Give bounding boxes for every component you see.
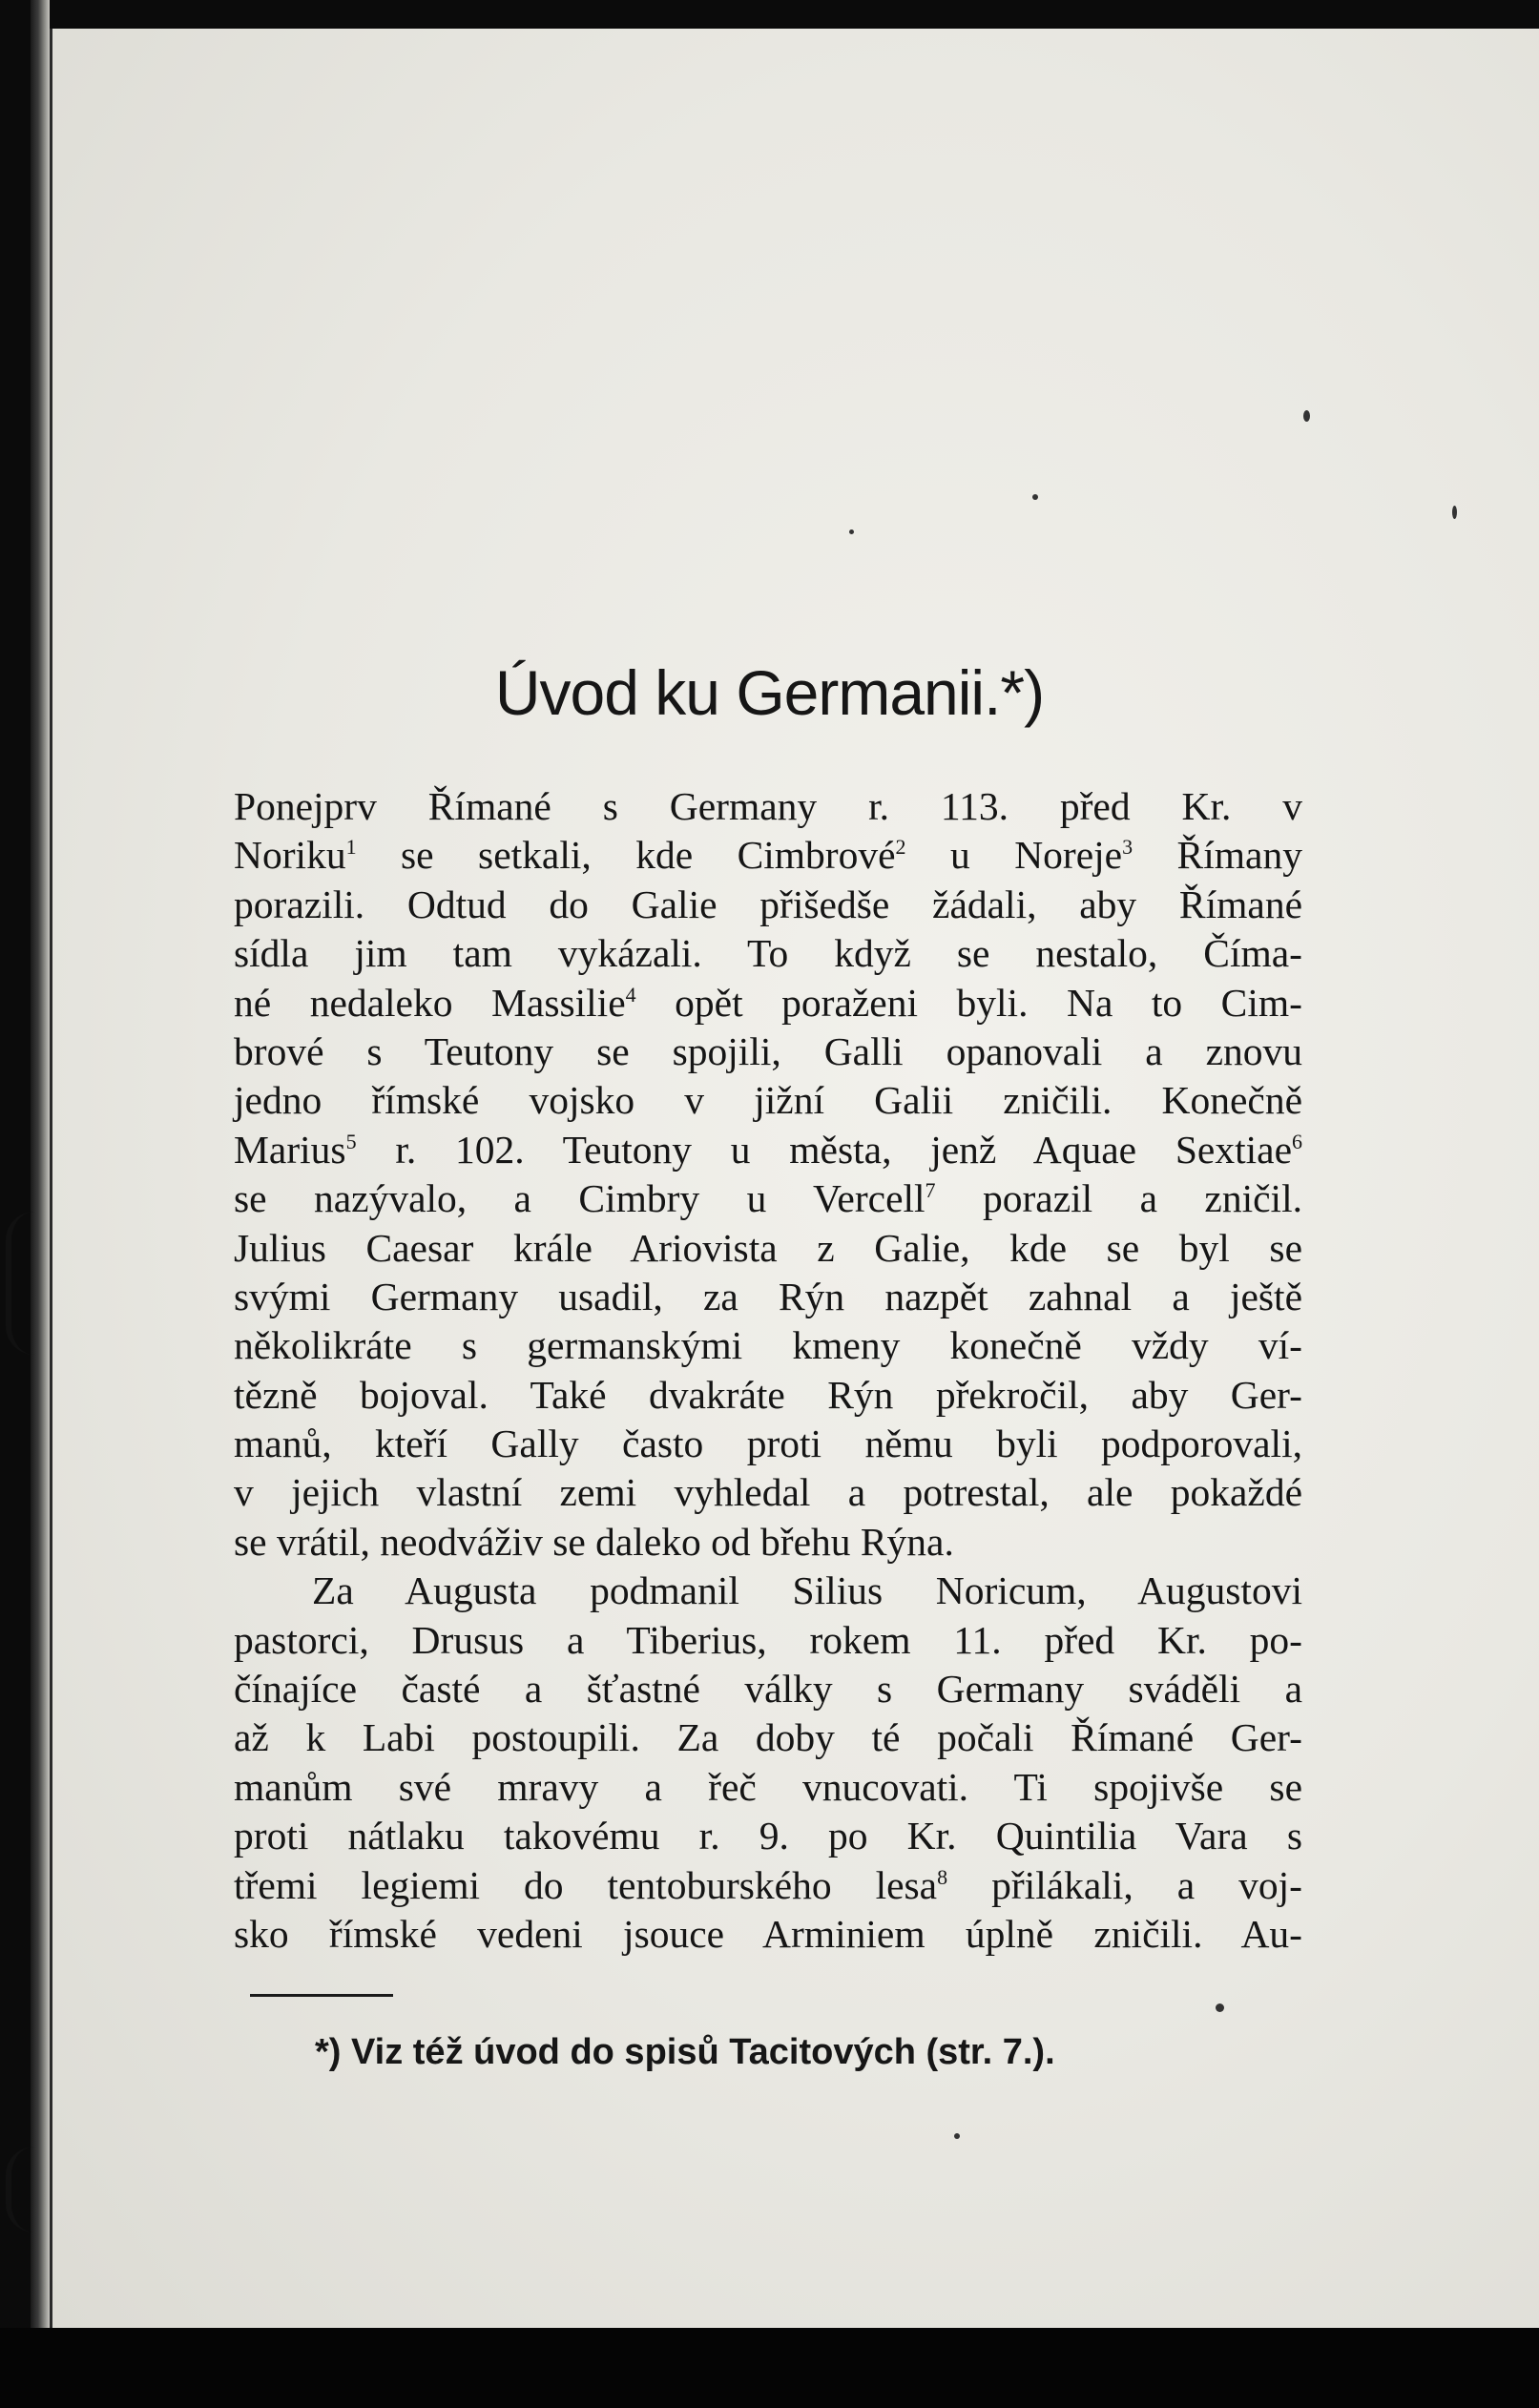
text-line xyxy=(234,1321,1302,1370)
text-run: sko římské vedeni jsouce Arminiem úplně zničili. Au- xyxy=(234,1911,1302,1956)
text-run: přilákali, a voj- xyxy=(947,1862,1302,1907)
text-run: Římany xyxy=(1133,833,1302,878)
text-run: Za Augusta podmanil Silius Noricum, Augustovi xyxy=(312,1568,1302,1613)
text-run: se vrátil, neodváživ se daleko od břehu Rýna. xyxy=(234,1519,954,1564)
text-run: r. 102. Teutony u města, jenž Aquae Sextiae xyxy=(356,1127,1292,1172)
text-run: u Noreje xyxy=(905,833,1123,878)
text-line xyxy=(234,1224,1302,1273)
text-line xyxy=(234,1861,1302,1910)
text-line xyxy=(234,782,1302,831)
footnote: *) Viz též úvod do spisů Tacitových (str. 7.). xyxy=(315,2032,1055,2072)
text-line xyxy=(234,1713,1302,1762)
footnote-marker: 2 xyxy=(895,835,906,860)
footnote-marker: 7 xyxy=(925,1178,936,1203)
text-line xyxy=(234,831,1302,880)
text-run: svými Germany usadil, za Rýn nazpět zahnal a ještě xyxy=(234,1274,1302,1318)
text-run: sídla jim tam vykázali. To když se nestalo, Číma- xyxy=(234,931,1302,976)
text-run: v jejich vlastní zemi vyhledal a potrestal, ale pokaždé xyxy=(234,1470,1302,1515)
text-run: čínajíce časté a šťastné války s Germany sváděli a xyxy=(234,1667,1302,1712)
footnote-rule xyxy=(250,1994,393,1997)
text-line xyxy=(234,1763,1302,1812)
text-run: několikráte s germanskými kmeny konečně vždy ví- xyxy=(234,1323,1302,1368)
footnote-marker: 5 xyxy=(345,1129,357,1153)
binding-clip-mark-lower xyxy=(6,2147,69,2232)
text-run: se setkali, kde Cimbrové xyxy=(356,833,896,878)
paper-speck xyxy=(954,2133,960,2139)
page-title: Úvod ku Germanii.*) xyxy=(494,657,1045,728)
paper-speck xyxy=(1452,506,1457,519)
text-run: brové s Teutony se spojili, Galli opanovali a znovu xyxy=(234,1028,1302,1073)
text-line xyxy=(234,1812,1302,1860)
text-run: až k Labi postoupili. Za doby té počali Římané Ger- xyxy=(234,1715,1302,1760)
paper-speck xyxy=(1216,2003,1224,2012)
text-line xyxy=(234,1371,1302,1420)
text-run: Julius Caesar krále Ariovista z Galie, kde se byl se xyxy=(234,1225,1302,1270)
scan-bottom-shadow xyxy=(0,2328,1539,2408)
text-run: třemi legiemi do tentoburského lesa xyxy=(234,1862,938,1907)
text-line xyxy=(234,1126,1302,1174)
text-run: se nazývalo, a Cimbry u Vercell xyxy=(234,1176,925,1221)
paragraph-2 xyxy=(234,1567,1302,1959)
footnote-marker: 1 xyxy=(345,835,357,860)
footnote-marker: 3 xyxy=(1122,835,1133,860)
text-line xyxy=(234,979,1302,1028)
text-line xyxy=(234,1518,1302,1567)
text-run: tězně bojoval. Také dvakráte Rýn překročil, aby Ger- xyxy=(234,1372,1302,1417)
text-line xyxy=(234,1420,1302,1468)
text-line xyxy=(234,1567,1302,1615)
text-line xyxy=(234,1273,1302,1321)
paper-speck xyxy=(849,529,854,534)
text-run: manů, kteří Gally často proti němu byli podporovali, xyxy=(234,1422,1302,1466)
text-run: Marius xyxy=(234,1127,346,1172)
text-line xyxy=(234,929,1302,978)
footnote-marker: 6 xyxy=(1292,1129,1302,1153)
text-run: jedno římské vojsko v jižní Galii zničili. Konečně xyxy=(234,1078,1302,1123)
text-run: opět poraženi byli. Na to Cim- xyxy=(635,980,1302,1025)
text-line xyxy=(234,1076,1302,1125)
text-run: manům své mravy a řeč vnucovati. Ti spojivše se xyxy=(234,1764,1302,1809)
paragraph-1 xyxy=(234,782,1302,1567)
text-line xyxy=(234,1468,1302,1517)
text-run: porazil a zničil. xyxy=(935,1176,1302,1221)
text-run: né nedaleko Massilie xyxy=(234,980,626,1025)
text-run: Noriku xyxy=(234,833,346,878)
text-run: porazili. Odtud do Galie přišedše žádali, aby Římané xyxy=(234,882,1302,926)
paper-speck xyxy=(1303,410,1310,422)
text-run: Ponejprv Římané s Germany r. 113. před Kr. v xyxy=(234,784,1302,828)
text-line xyxy=(234,1616,1302,1665)
text-line xyxy=(234,1910,1302,1959)
text-run: proti nátlaku takovému r. 9. po Kr. Quintilia Vara s xyxy=(234,1814,1302,1858)
footnote-marker: 4 xyxy=(625,982,636,1007)
text-line xyxy=(234,1174,1302,1223)
text-line xyxy=(234,881,1302,929)
binding-clip-mark xyxy=(6,1212,69,1355)
footnote-marker: 8 xyxy=(937,1864,948,1889)
text-line xyxy=(234,1665,1302,1713)
text-run: pastorci, Drusus a Tiberius, rokem 11. před Kr. po- xyxy=(234,1617,1302,1662)
text-line xyxy=(234,1028,1302,1076)
paper-speck xyxy=(1032,494,1038,500)
body-text xyxy=(234,782,1302,1959)
page-binding-edge xyxy=(31,0,50,2408)
